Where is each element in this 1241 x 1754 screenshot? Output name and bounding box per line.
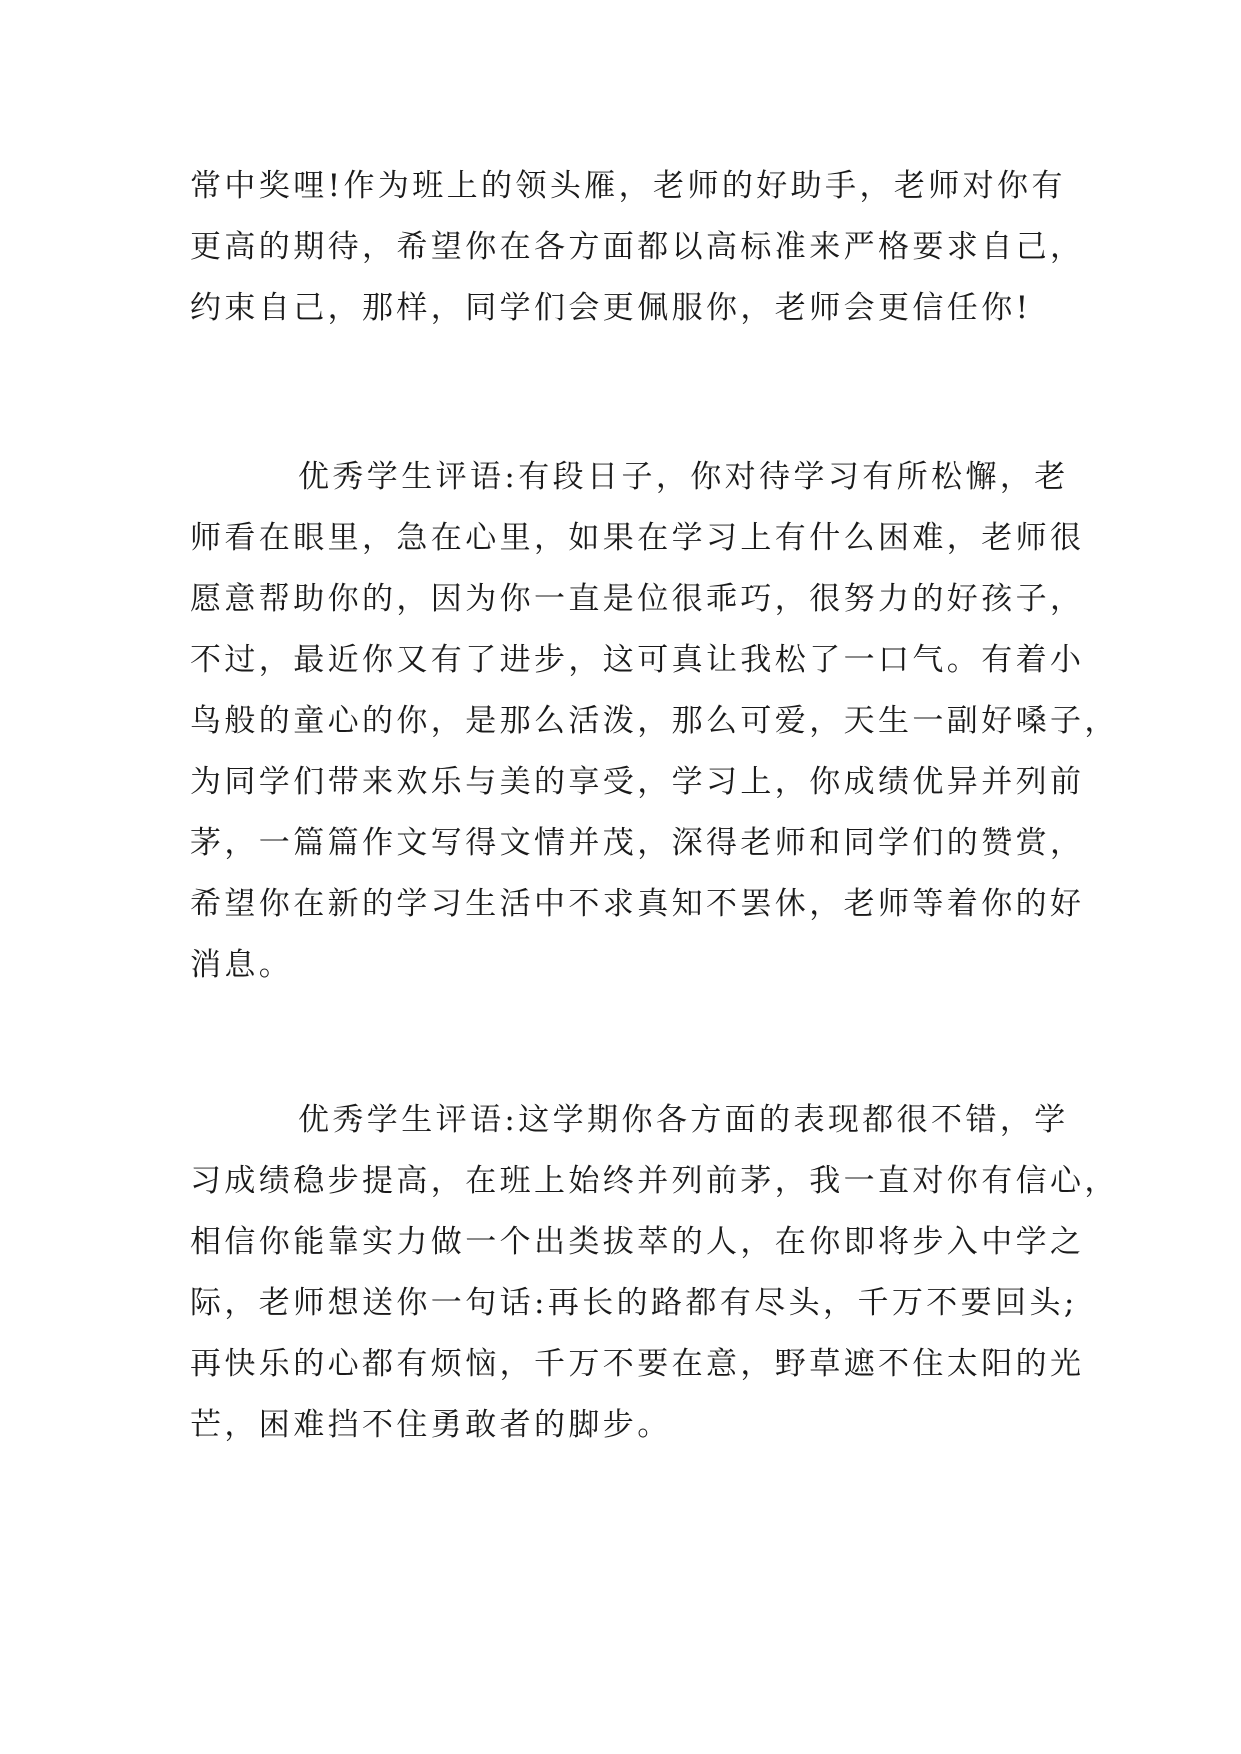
text-line: 优秀学生评语:这学期你各方面的表现都很不错，学 [298,1102,1069,1138]
text-line: 常中奖哩!作为班上的领头雁，老师的好助手，老师对你有 [190,168,1066,204]
text-line: 师看在眼里，急在心里，如果在学习上有什么困难，老师很 [190,520,1085,556]
text-line: 不过，最近你又有了进步，这可真让我松了一口气。有着小 [190,642,1085,678]
text-line: 鸟般的童心的你，是那么活泼，那么可爱，天生一副好嗓子， [190,703,1119,739]
text-line: 芒，困难挡不住勇敢者的脚步。 [190,1407,672,1443]
text-line: 茅，一篇篇作文写得文情并茂，深得老师和同学们的赞赏， [190,825,1085,861]
text-line: 相信你能靠实力做一个出类拔萃的人，在你即将步入中学之 [190,1224,1085,1260]
text-line: 为同学们带来欢乐与美的享受，学习上，你成绩优异并列前 [190,764,1085,800]
text-line: 约束自己，那样，同学们会更佩服你，老师会更信任你! [190,290,1032,326]
text-line: 际，老师想送你一句话:再长的路都有尽头，千万不要回头; [190,1285,1078,1321]
text-line: 更高的期待，希望你在各方面都以高标准来严格要求自己， [190,229,1085,265]
text-line: 希望你在新的学习生活中不求真知不罢休，老师等着你的好 [190,886,1085,922]
paragraph-3 [190,1090,1119,1456]
text-line: 再快乐的心都有烦恼，千万不要在意，野草遮不住太阳的光 [190,1346,1085,1382]
paragraph-2 [190,447,1119,996]
paragraph-1 [190,156,1090,339]
text-line: 愿意帮助你的，因为你一直是位很乖巧，很努力的好孩子， [190,581,1085,617]
text-line: 习成绩稳步提高，在班上始终并列前茅，我一直对你有信心， [190,1163,1119,1199]
text-line: 消息。 [190,947,294,983]
text-line: 优秀学生评语:有段日子，你对待学习有所松懈，老 [298,459,1069,495]
